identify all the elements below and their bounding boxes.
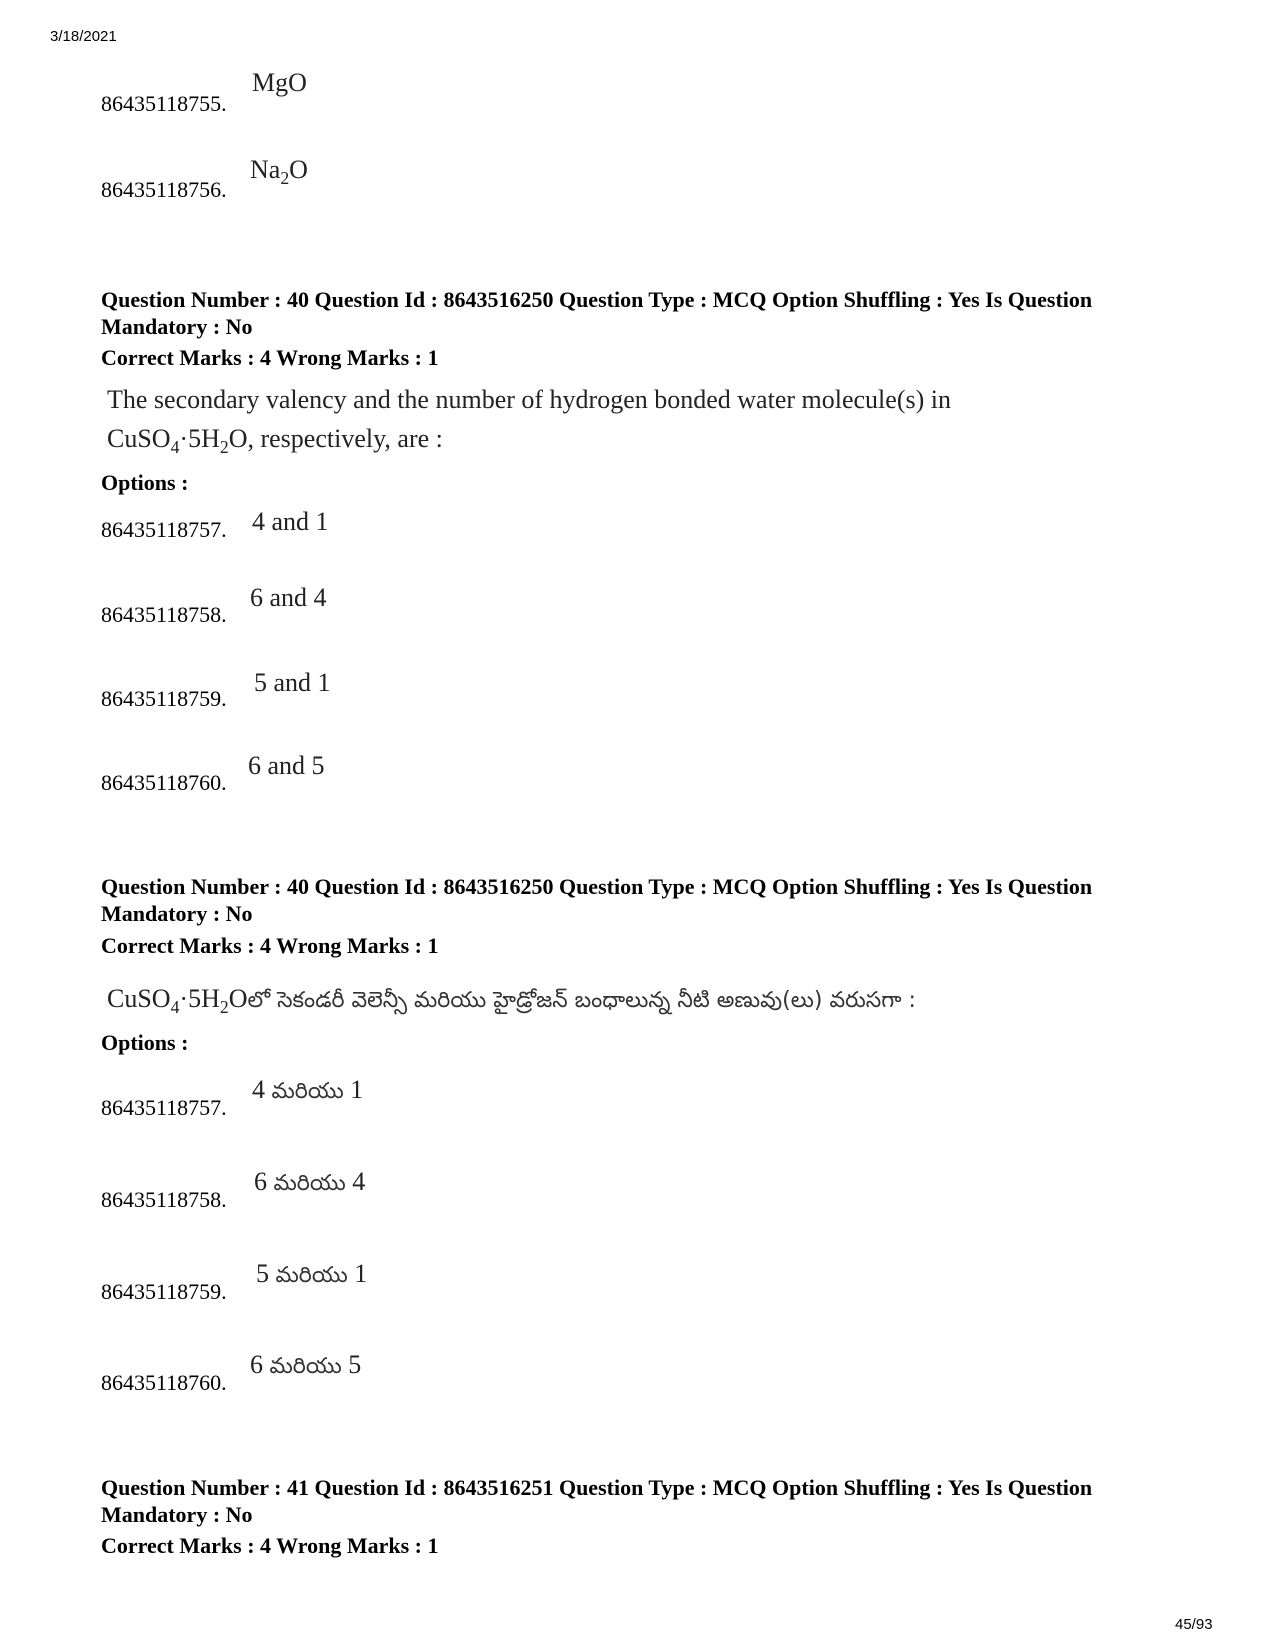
option-id: 86435118759.: [101, 1279, 227, 1304]
option-id: 86435118760.: [101, 770, 227, 795]
option-text: 6 and 4: [250, 583, 327, 612]
question-marks: Correct Marks : 4 Wrong Marks : 1: [101, 933, 439, 958]
option-id: 86435118759.: [101, 686, 227, 711]
option-id: 86435118758.: [101, 1187, 227, 1212]
option-id: 86435118755.: [101, 91, 227, 116]
print-date: 3/18/2021: [50, 28, 117, 45]
question-meta: Question Number : 40 Question Id : 8643516250 Question Type : MCQ Option Shuffling : Yes Is Question Mandatory : No: [101, 287, 1093, 339]
option-text: 5 and 1: [254, 668, 331, 697]
option-text: 4 and 1: [252, 507, 329, 536]
option-id: 86435118756.: [101, 177, 227, 202]
option-text: 6 మరియు 5: [250, 1350, 362, 1379]
option-text: 4 మరియు 1: [252, 1075, 364, 1104]
question-marks: Correct Marks : 4 Wrong Marks : 1: [101, 1533, 439, 1558]
option-formula: $Na_2O$: [250, 155, 308, 188]
option-text: 5 మరియు 1: [256, 1259, 368, 1288]
option-id: 86435118757.: [101, 1095, 227, 1120]
option-id: 86435118760.: [101, 1370, 227, 1395]
question-text-line2: $CuSO_4\cdot 5H_2O$, respectively, are :: [107, 424, 443, 457]
option-id: 86435118757.: [101, 517, 227, 542]
page-number: 45/93: [1175, 1616, 1213, 1633]
options-label: Options :: [101, 1030, 189, 1055]
question-meta: Question Number : 40 Question Id : 8643516250 Question Type : MCQ Option Shuffling : Yes Is Question Mandatory : No: [101, 874, 1093, 926]
option-text: 6 మరియు 4: [254, 1167, 366, 1196]
option-text: MgO: [252, 68, 307, 97]
options-label: Options :: [101, 470, 189, 495]
question-meta: Question Number : 41 Question Id : 8643516251 Question Type : MCQ Option Shuffling : Yes Is Question Mandatory : No: [101, 1475, 1093, 1527]
question-text: $CuSO_4\cdot 5H_2Oలో$ సెకండరీ వెలెన్సీ మరియు హైడ్రోజన్ బంధాలున్న నీటి అణువు(లు) వరుసగా :: [107, 984, 916, 1017]
option-text: 6 and 5: [248, 751, 325, 780]
question-marks: Correct Marks : 4 Wrong Marks : 1: [101, 345, 439, 370]
option-id: 86435118758.: [101, 602, 227, 627]
question-text-line1: The secondary valency and the number of hydrogen bonded water molecule(s) in: [107, 385, 951, 414]
